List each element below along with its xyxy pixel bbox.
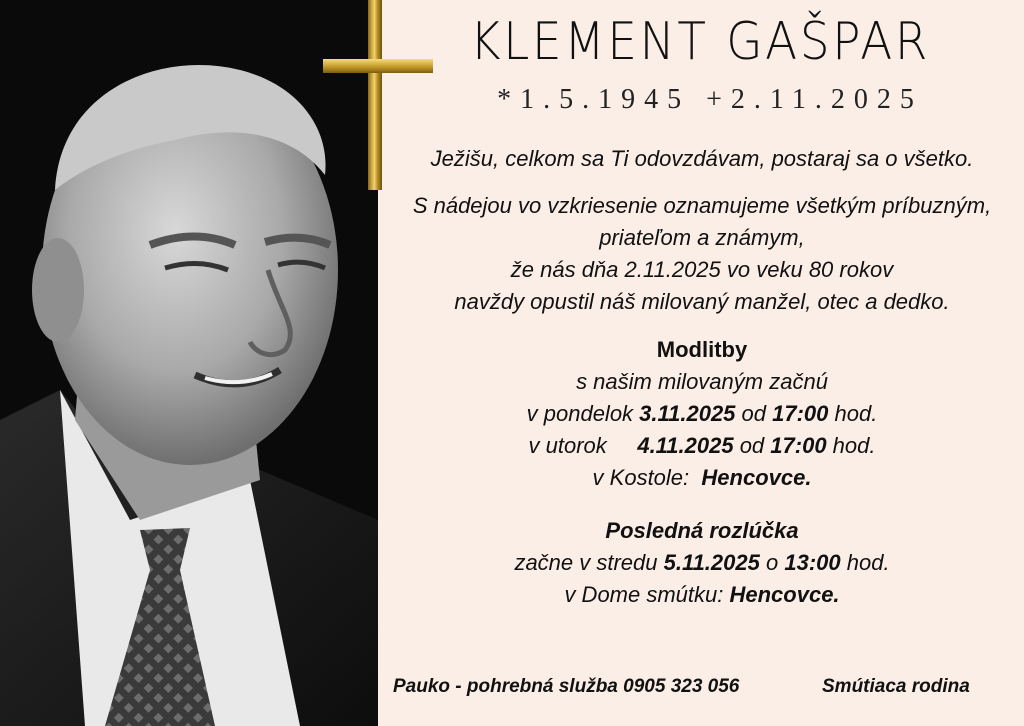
announcement-line: že nás dňa 2.11.2025 vo veku 80 rokov	[510, 257, 894, 282]
announcement-line: S nádejou vo vzkriesenie oznamujeme všetkým príbuzným,	[412, 193, 992, 218]
farewell-when: začne v stredu 5.11.2025 o 13:00 hod.	[514, 550, 890, 575]
announcement	[380, 190, 1024, 318]
portrait-illustration	[0, 0, 378, 726]
prayers-section	[380, 334, 1024, 494]
mourning-family: Smútiaca rodina	[822, 676, 970, 697]
prayers-monday: v pondelok 3.11.2025 od 17:00 hod.	[526, 401, 878, 426]
prayers-tuesday: v utorok 4.11.2025 od 17:00 hod.	[528, 433, 876, 458]
portrait-photo	[0, 0, 378, 726]
prayers-intro: s našim milovaným začnú	[576, 369, 828, 394]
farewell-heading: Posledná rozlúčka	[605, 518, 799, 543]
funeral-service-contact: Pauko - pohrebná služba 0905 323 056	[393, 676, 740, 697]
announcement-line: priateľom a známym,	[599, 225, 805, 250]
gold-cross-horizontal	[323, 59, 433, 73]
prayers-place: v Kostole: Hencovce.	[592, 465, 812, 490]
prayer-quote-text: Ježišu, celkom sa Ti odovzdávam, postaraj sa o všetko.	[430, 146, 974, 171]
farewell-place: v Dome smútku: Hencovce.	[564, 582, 840, 607]
prayer-quote	[380, 143, 1024, 175]
prayers-heading: Modlitby	[656, 337, 748, 362]
deceased-name: KLEMENT GAŠPAR	[469, 12, 931, 72]
farewell-section	[380, 515, 1024, 611]
announcement-line: navždy opustil náš milovaný manžel, otec a dedko.	[454, 289, 950, 314]
life-dates: *1.5.1945 +2.11.2025	[497, 84, 923, 115]
